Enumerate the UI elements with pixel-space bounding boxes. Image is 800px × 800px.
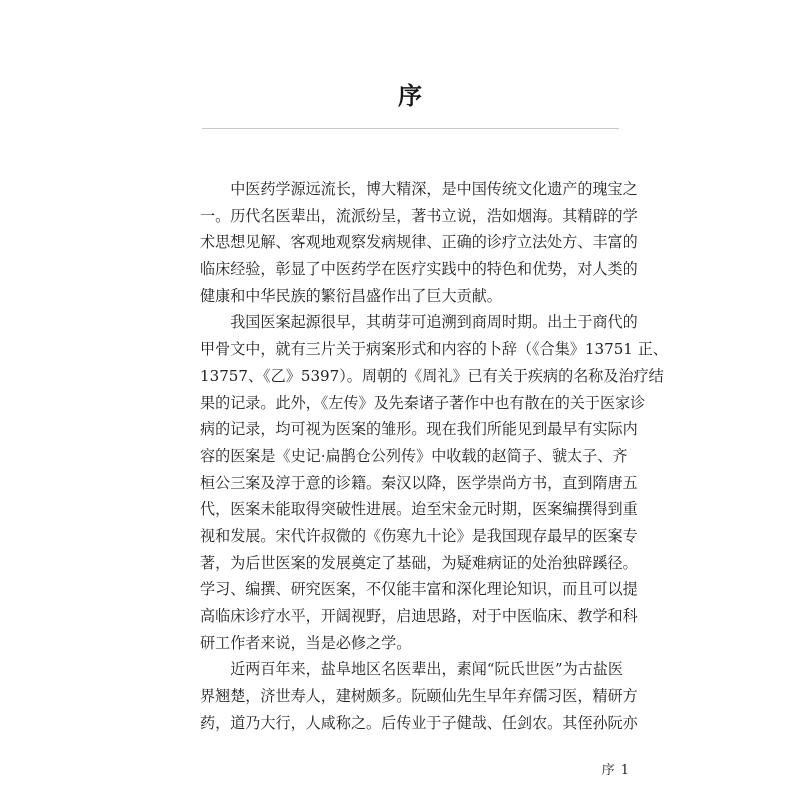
- text-line: 界翘楚，济世寿人，建树颇多。阮颐仙先生早年弃儒习医，精研方: [200, 687, 638, 706]
- text-line: 病的记录，均可视为医案的雏形。现在我们所能见到最早有实际内: [200, 420, 638, 439]
- preface-text: [200, 176, 668, 736]
- page-footer: [602, 759, 630, 778]
- text-line: 学习、编撰、研究医案，不仅能丰富和深化理论知识，而且可以提: [200, 580, 638, 599]
- text-line: 著，为后世医案的发展奠定了基础，为疑难病证的处治独辟蹊径。: [200, 553, 638, 572]
- text-line: 容的医案是《史记·扁鹊仓公列传》中收载的赵简子、虢太子、齐: [200, 446, 628, 465]
- text-line: 临床经验，彰显了中医药学在医疗实践中的特色和优势，对人类的: [200, 260, 638, 279]
- page-title: 序: [398, 81, 422, 110]
- footer-label: 序: [601, 763, 616, 778]
- text-line: 中医药学源远流长，博大精深，是中国传统文化遗产的瑰宝之: [200, 180, 638, 198]
- text-line: 一。历代名医辈出，流派纷呈，著书立说，浩如烟海。其精辟的学: [200, 206, 638, 225]
- text-line: 甲骨文中，就有三片关于病案形式和内容的卜辞（《合集》13751 正、: [200, 340, 668, 359]
- text-line: 13757、《乙》5397）。周朝的《周礼》已有关于疾病的名称及治疗结: [200, 366, 664, 385]
- page-number: 1: [620, 763, 630, 778]
- text-line: 近两百年来，盐阜地区名医辈出，素闻“阮氏世医”为古盐医: [200, 660, 623, 679]
- text-line: 桓公三案及淳于意的诊籍。秦汉以降，医学崇尚方书，直到隋唐五: [200, 473, 638, 492]
- text-line: 视和发展。宋代许叔微的《伤寒九十论》是我国现存最早的医案专: [200, 526, 638, 545]
- text-line: 研工作者来说，当是必修之学。: [200, 633, 412, 652]
- text-line: 药，道乃大行，人咸称之。后传业于子健哉、任剑农。其侄孙阮亦: [200, 713, 638, 732]
- title-divider: [202, 128, 619, 129]
- text-line: 术思想见解、客观地观察发病规律、正确的诊疗立法处方、丰富的: [200, 233, 638, 252]
- text-line: 代，医案未能取得突破性进展。迨至宋金元时期，医案编撰得到重: [200, 500, 638, 519]
- text-line: 果的记录。此外，《左传》及先秦诸子著作中也有散在的关于医家诊: [200, 393, 646, 412]
- text-line: 健康和中华民族的繁衍昌盛作出了巨大贡献。: [200, 286, 502, 305]
- text-line: 高临床诊疗水平，开阔视野，启迪思路，对于中医临床、教学和科: [200, 607, 638, 625]
- text-line: 我国医案起源很早，其萌芽可追溯到商周时期。出土于商代的: [200, 313, 638, 332]
